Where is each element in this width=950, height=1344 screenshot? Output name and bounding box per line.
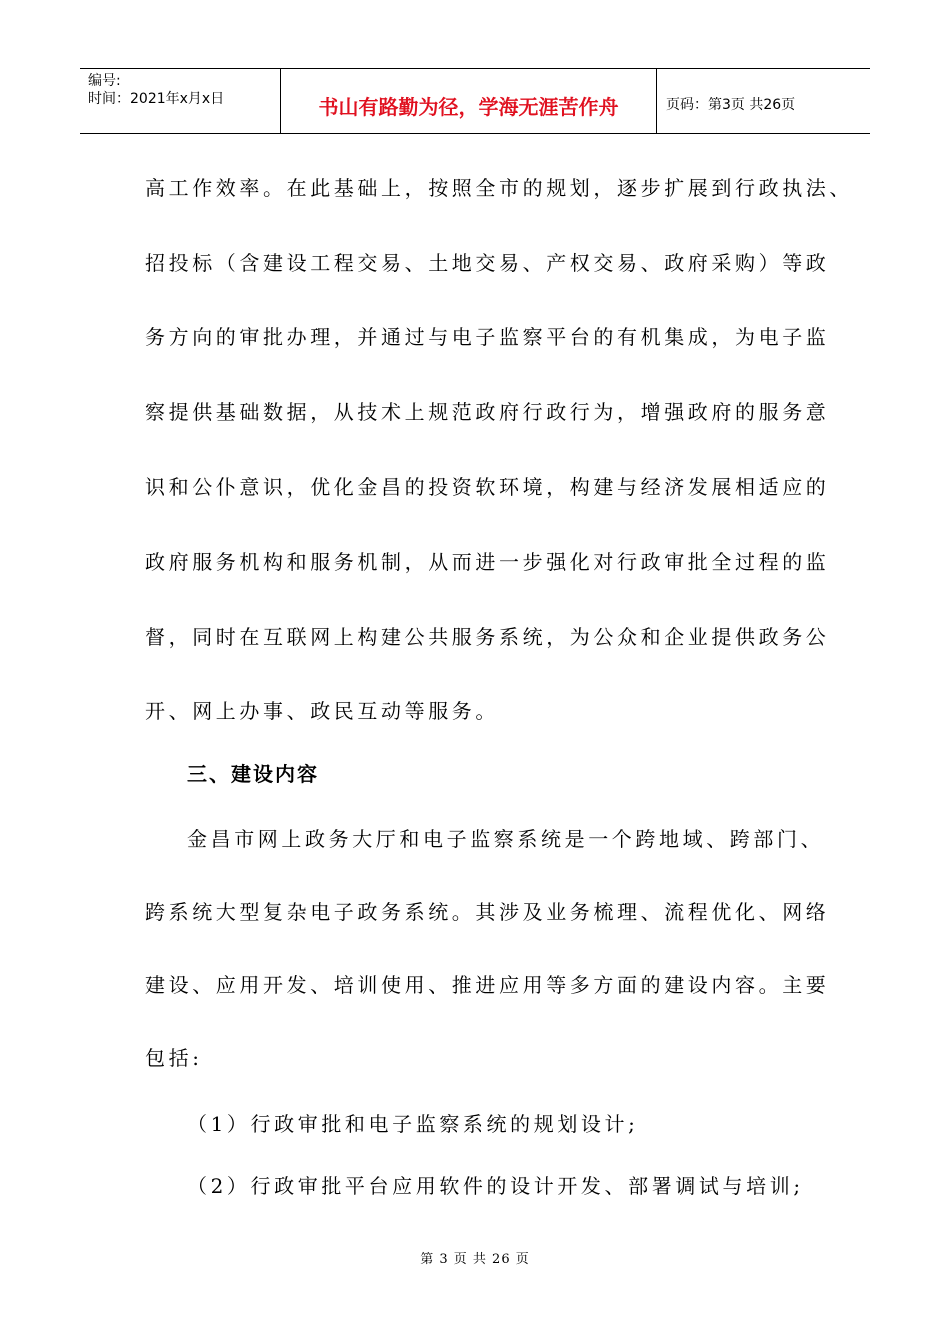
body-line: 务方向的审批办理，并通过与电子监察平台的有机集成，为电子监 xyxy=(145,325,830,349)
header-motto-cell xyxy=(280,69,657,133)
document-number-label: 编号: xyxy=(88,73,121,89)
document-time-label: 时间：2021年x月x日 xyxy=(88,91,225,107)
body-line: 招投标（含建设工程交易、土地交易、产权交易、政府采购）等政 xyxy=(145,251,830,275)
list-item: （1）行政审批和电子监察系统的规划设计; xyxy=(187,1112,639,1136)
body-line: 包括: xyxy=(145,1046,203,1070)
header-meta xyxy=(80,69,280,133)
body-line: 跨系统大型复杂电子政务系统。其涉及业务梳理、流程优化、网络 xyxy=(145,900,830,924)
list-item: （2）行政审批平台应用软件的设计开发、部署调试与培训; xyxy=(187,1174,804,1198)
body-line: 识和公仆意识，优化金昌的投资软环境，构建与经济发展相适应的 xyxy=(145,475,830,499)
body-line: 督，同时在互联网上构建公共服务系统，为公众和企业提供政务公 xyxy=(145,625,830,649)
header-motto: 书山有路勤为径，学海无涯苦作舟 xyxy=(318,94,619,119)
header-page-code-cell xyxy=(657,69,870,133)
page-footer: 第 3 页 共 26 页 xyxy=(420,1252,530,1267)
header-page-code: 页码：第3页 共26页 xyxy=(666,97,796,113)
body-line: 政府服务机构和服务机制，从而进一步强化对行政审批全过程的监 xyxy=(145,550,830,574)
section-heading: 三、建设内容 xyxy=(187,762,319,786)
body-line: 察提供基础数据，从技术上规范政府行政行为，增强政府的服务意 xyxy=(145,400,830,424)
body-line: 建设、应用开发、培训使用、推进应用等多方面的建设内容。主要 xyxy=(145,973,830,997)
document-header xyxy=(80,68,870,134)
body-line: 开、网上办事、政民互动等服务。 xyxy=(145,699,499,723)
body-line: 金昌市网上政务大厅和电子监察系统是一个跨地域、跨部门、 xyxy=(187,827,825,851)
body-line: 高工作效率。在此基础上，按照全市的规划，逐步扩展到行政执法、 xyxy=(145,176,853,200)
